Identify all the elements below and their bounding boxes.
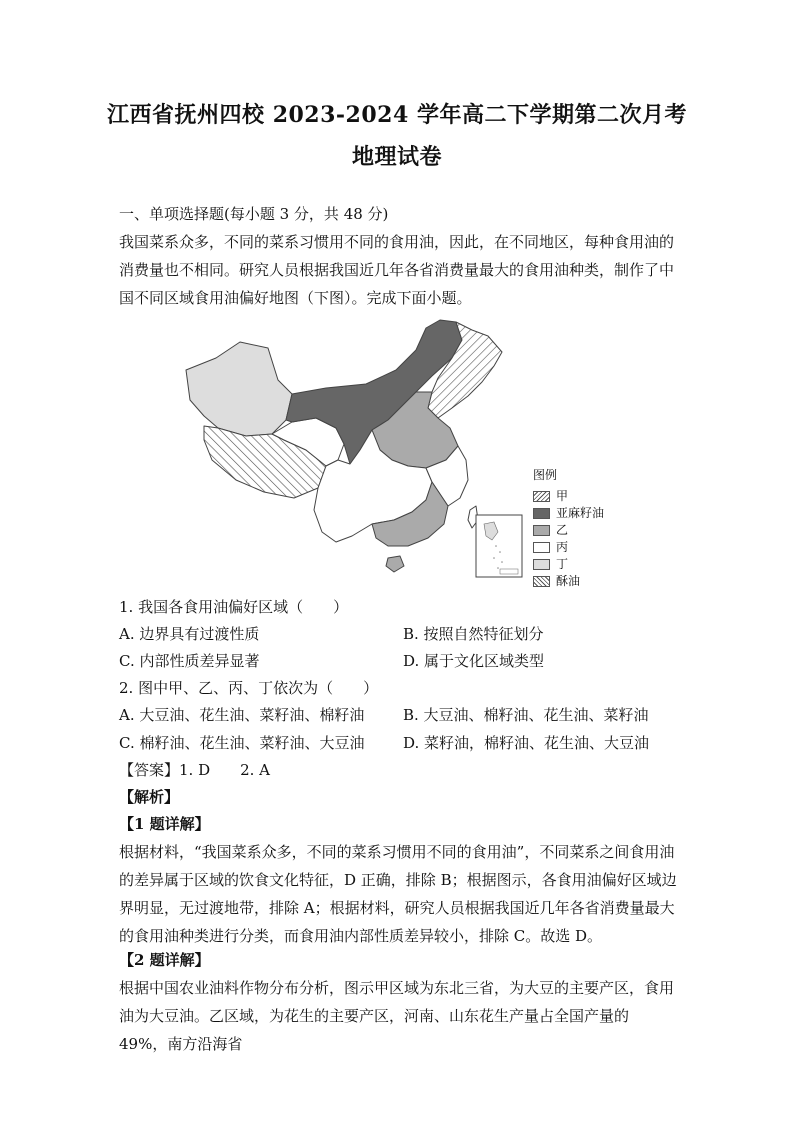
q2-stem: 2. 图中甲、乙、丙、丁依次为（ ） <box>119 679 379 697</box>
legend-title: 图例 <box>533 468 558 482</box>
intro-paragraph: 我国菜系众多，不同的菜系习惯用不同的食用油，因此，在不同地区，每种食用油的消费量也不相同。研究人员根据我国近几年各省消费量最大的食用油种类，制作了中国不同区域食用油偏好地图（下图）。完成下面小题。 <box>119 233 675 307</box>
legend-item-bing: 丙 <box>533 540 568 554</box>
exam-subtitle: 地理试卷 <box>351 144 442 170</box>
q1-stem: 1. 我国各食用油偏好区域（ ） <box>119 598 349 616</box>
legend-item-butter: 酥油 <box>533 574 580 588</box>
section-heading: 一、单项选择题(每小题 3 分，共 48 分) <box>119 205 389 223</box>
legend-item-jia: 甲 <box>533 489 568 503</box>
region-xinjiang <box>186 342 292 436</box>
q2-option-b: B. 大豆油、棉籽油、花生油、菜籽油 <box>403 706 649 724</box>
detail2-text: 根据中国农业油料作物分布分析，图示甲区域为东北三省，为大豆的主要产区，食用油为大豆油。乙区域，为花生的主要产区，河南、山东花生产量占全国产量的 49%，南方沿海省 <box>119 979 675 1053</box>
legend-item-ding: 丁 <box>533 557 568 571</box>
q2-option-c: C. 棉籽油、花生油、菜籽油、大豆油 <box>119 734 365 752</box>
region-hainan <box>386 556 404 572</box>
china-oil-map <box>176 310 526 585</box>
detail1-heading: 【1 题详解】 <box>119 815 210 833</box>
q2-option-d: D. 菜籽油，棉籽油、花生油、大豆油 <box>403 734 650 752</box>
answer-line: 【答案】1. D 2. A <box>119 761 271 779</box>
q1-option-c: C. 内部性质差异显著 <box>119 652 260 670</box>
q2-option-a: A. 大豆油、花生油、菜籽油、棉籽油 <box>119 706 365 724</box>
q1-option-a: A. 边界具有过渡性质 <box>119 625 260 643</box>
analysis-heading: 【解析】 <box>119 788 180 806</box>
q1-option-d: D. 属于文化区域类型 <box>403 652 545 670</box>
legend-item-linseed: 亚麻籽油 <box>533 506 604 520</box>
south-china-sea-inset <box>476 515 522 577</box>
exam-title: 江西省抚州四校 2023-2024 学年高二下学期第二次月考 <box>107 102 687 128</box>
detail1-text: 根据材料，“我国菜系众多，不同的菜系习惯用不同的食用油”，不同菜系之间食用油的差异属于区域的饮食文化特征，D 正确，排除 B；根据图示，各食用油偏好区域边界明显，无过渡地带，排除 A；根据材料，研究人员根据我国近几年各省消费量最大的食用油种类进行分类，而食用油内部性质差异较小，排除 C。故选 D。 <box>119 843 677 945</box>
legend-item-yi: 乙 <box>533 523 568 537</box>
detail2-heading: 【2 题详解】 <box>119 951 210 969</box>
q1-option-b: B. 按照自然特征划分 <box>403 625 544 643</box>
